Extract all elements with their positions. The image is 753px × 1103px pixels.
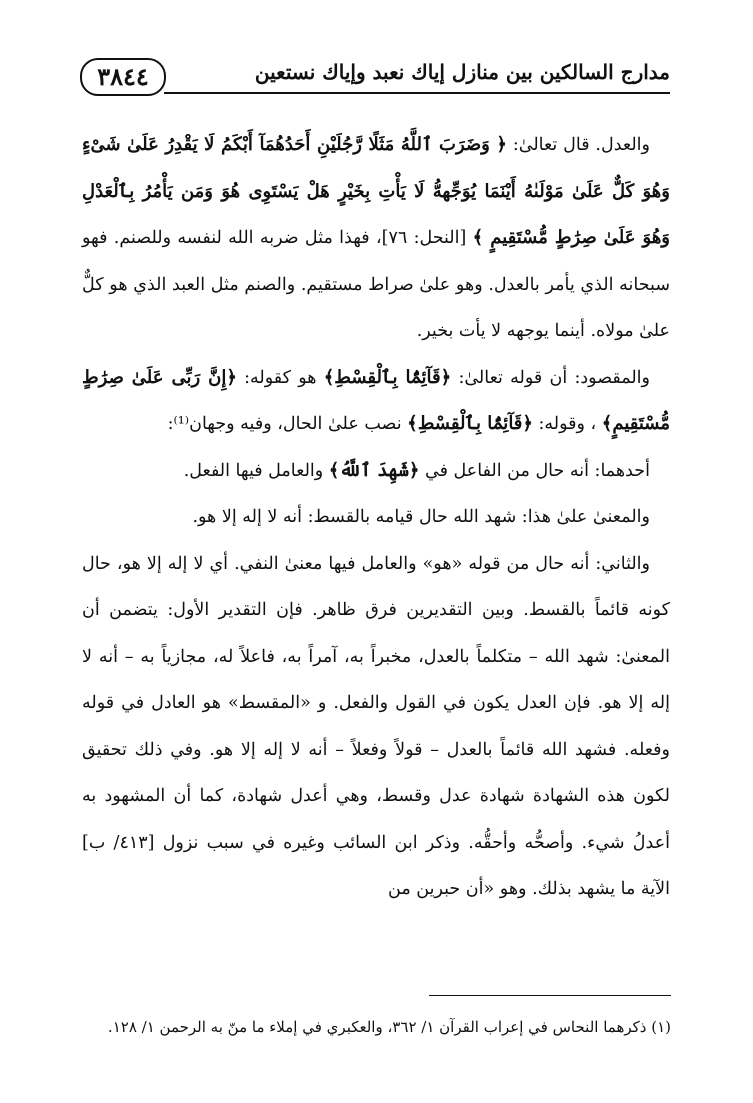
text-run: أحدهما: أنه حال من الفاعل في xyxy=(425,460,650,481)
text-run: والمقصود: أن قوله تعالىٰ: xyxy=(458,367,650,388)
text-run: هو كقوله: xyxy=(244,367,317,388)
page-header xyxy=(80,58,670,98)
paragraph-2 xyxy=(82,355,670,448)
text-run: والعدل. قال تعالىٰ: xyxy=(512,135,650,155)
paragraph-5: والثاني: أنه حال من قوله «هو» والعامل فيها معنىٰ النفي. أي لا إله إلا هو، حال كونه قائماً بالقسط. وبين التقديرين فرق ظاهر. فإن التقدير الأول: يتضمن أن المعنىٰ: شهد الله – متكلماً بالعدل، مخبراً به، آمراً به، فاعلاً له، مجازياً به – أنه لا إله إلا هو. فإن العدل يكون في القول والفعل. و «المقسط» هو العادل في قوله وفعله. فشهد الله قائماً بالعدل – قولاً وفعلاً – أنه لا إله إلا هو. وفي ذلك تحقيق لكون هذه الشهادة شهادة عدل وقسط، وهي أعدل شهادة، كما أن المشهود به أعدلُ شيء. وأصحُّه وأحقُّه. وذكر ابن السائب وغيره في سبب نزول [٤١٣/ ب] الآية ما يشهد بذلك. وهو «أن حبرين من xyxy=(82,553,671,899)
footnote: (١) ذكرهما النحاس في إعراب القرآن ١/ ٣٦٢، والعكبري في إملاء ما منّ به الرحمن ١/ ١٢٨. xyxy=(107,1018,671,1036)
page-number: ٣٨٤٤ xyxy=(80,58,166,96)
text-run: والعامل فيها الفعل. xyxy=(183,460,324,481)
quran-verse: ﴿ وَضَرَبَ ٱللَّهُ مَثَلًا رَّجُلَيْنِ أَحَدُهُمَآ أَبْكَمُ لَا يَقْدِرُ عَلَىٰ شَىْءٍ وَهُوَ كَلٌّ عَلَىٰ مَوْلَىٰهُ أَيْنَمَا يُوَجِّههُّ لَا يَأْتِ بِخَيْرٍ هَلْ يَسْتَوِى هُوَ وَمَن يَأْمُرُ بِٱلْعَدْلِ وَهُوَ عَلَىٰ صِرَٰطٍ مُّسْتَقِيمٍ ﴾ xyxy=(82,134,670,248)
text-run: [النحل: ٧٦]، فهذا مثل ضربه الله لنفسه وللصنم. فهو سبحانه الذي يأمر بالعدل. وهو علىٰ صراط مستقيم. والصنم مثل العبد الذي هو كلٌّ علىٰ مولاه. أينما يوجهه لا يأت بخير. xyxy=(82,228,670,341)
header-rule xyxy=(164,92,670,94)
quran-verse: ﴿قَآئِمًۢا بِٱلْقِسْطِ﴾ xyxy=(407,413,533,434)
quran-verse: ﴿شَهِدَ ٱللَّهُ﴾ xyxy=(328,459,420,481)
quran-verse: ﴿قَآئِمًۢا بِٱلْقِسْطِ﴾ xyxy=(323,366,452,388)
page-body xyxy=(82,122,670,913)
running-title: مدارج السالكين بين منازل إياك نعبد وإياك نستعين xyxy=(254,60,670,84)
footnote-rule xyxy=(429,995,671,996)
text-run: ، وقوله: xyxy=(538,414,597,434)
paragraph-4: والمعنىٰ علىٰ هذا: شهد الله حال قيامه بالقسط: أنه لا إله إلا هو. xyxy=(192,507,650,527)
paragraph-1 xyxy=(82,122,670,355)
paragraph-3 xyxy=(82,448,670,495)
text-run: نصب علىٰ الحال، وفيه وجهان⁽¹⁾: xyxy=(167,414,402,434)
quran-verse: ﴿إِنَّ رَبِّى عَلَىٰ صِرَٰطٍ مُّسْتَقِيمٍ﴾ xyxy=(82,366,670,434)
